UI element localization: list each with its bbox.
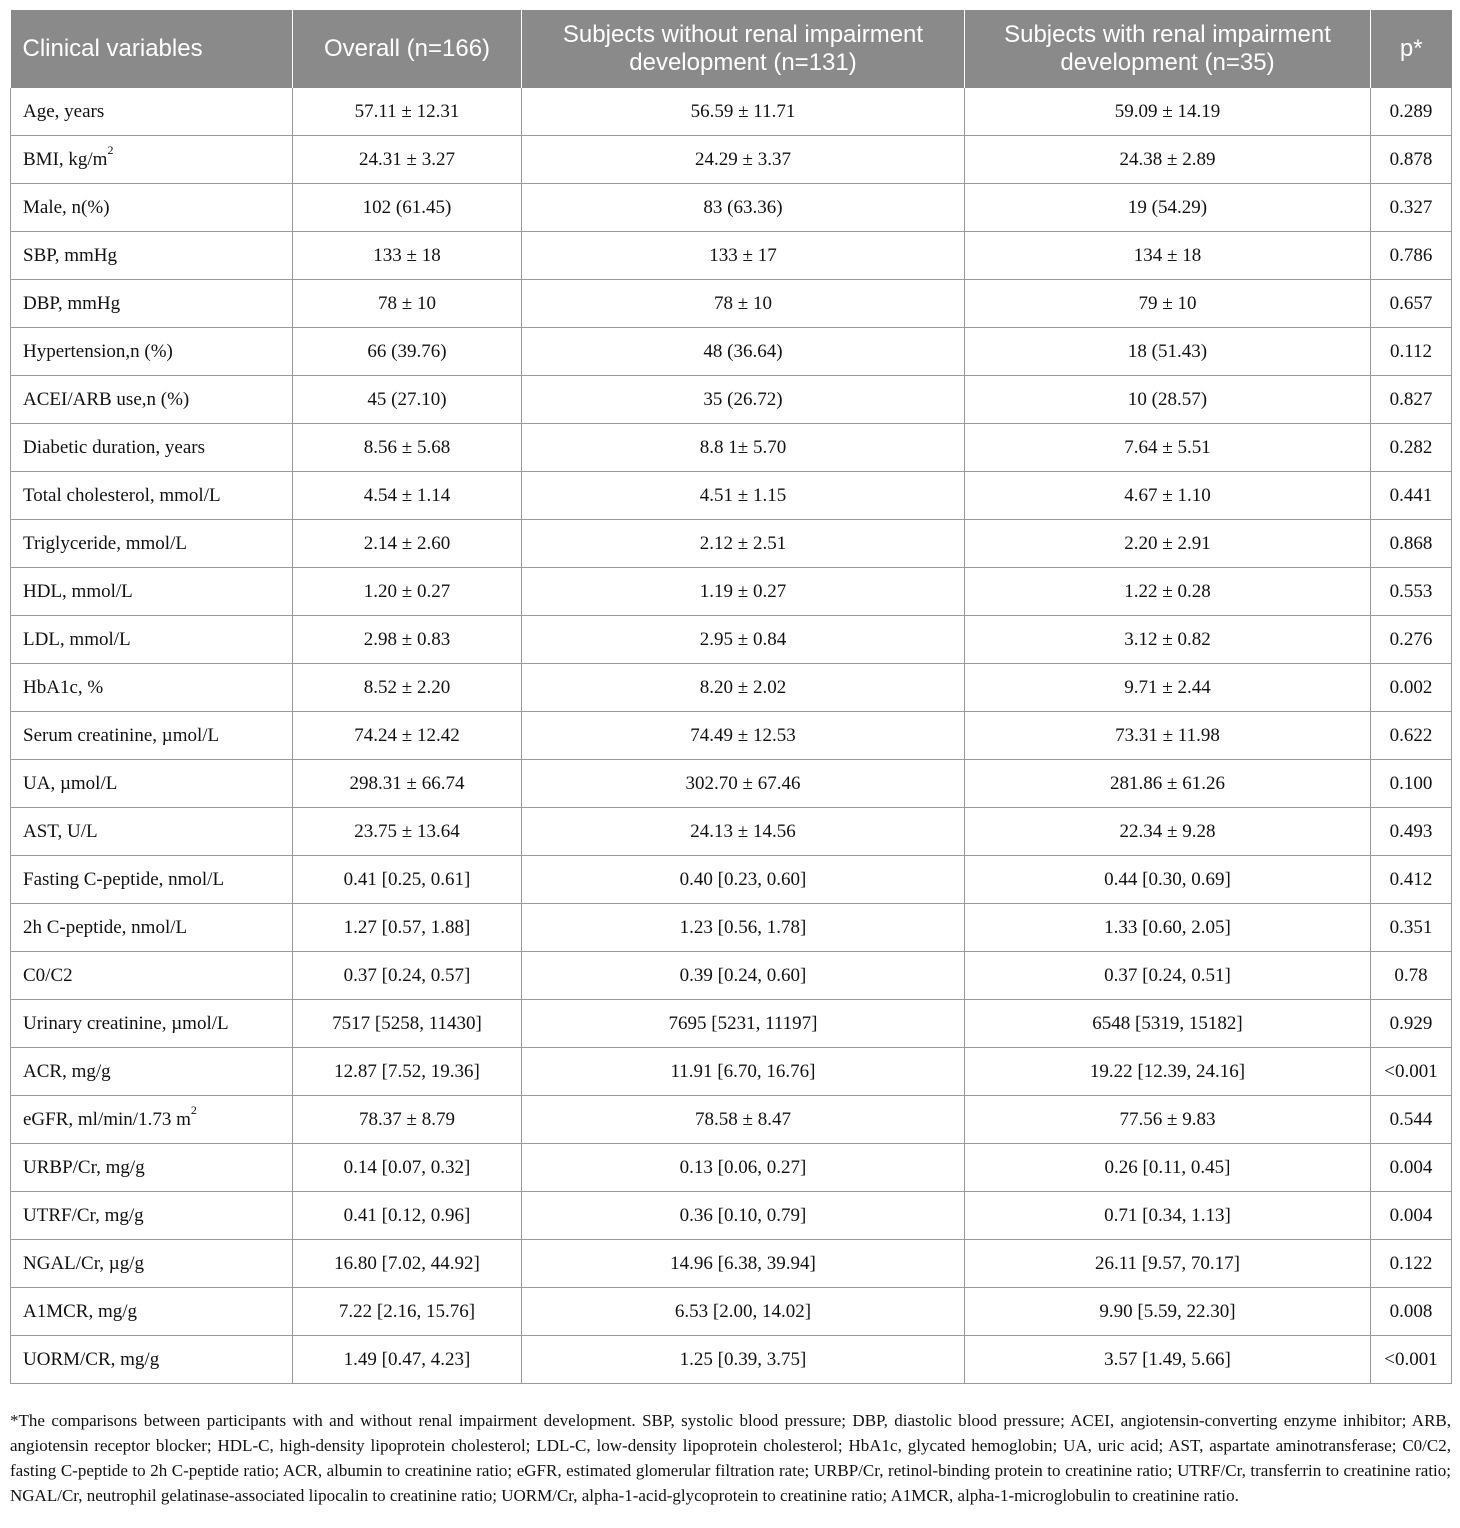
table-header (11, 10, 1452, 88)
cell-with-renal-impairment: 24.38 ± 2.89 (965, 136, 1371, 184)
cell-overall: 2.98 ± 0.83 (293, 616, 522, 664)
table-row (11, 1000, 1452, 1048)
header-overall: Overall (n=166) (293, 10, 522, 88)
cell-variable: 2h C-peptide, nmol/L (11, 904, 293, 952)
cell-with-renal-impairment: 1.22 ± 0.28 (965, 568, 1371, 616)
cell-without-renal-impairment: 1.23 [0.56, 1.78] (522, 904, 965, 952)
cell-without-renal-impairment: 14.96 [6.38, 39.94] (522, 1240, 965, 1288)
cell-without-renal-impairment: 78 ± 10 (522, 280, 965, 328)
cell-without-renal-impairment: 11.91 [6.70, 16.76] (522, 1048, 965, 1096)
cell-p-value: 0.004 (1371, 1192, 1452, 1240)
cell-p-value: 0.622 (1371, 712, 1452, 760)
table-row (11, 1096, 1452, 1144)
table-row (11, 952, 1452, 1000)
table-row (11, 1288, 1452, 1336)
cell-overall: 12.87 [7.52, 19.36] (293, 1048, 522, 1096)
table-row (11, 664, 1452, 712)
cell-variable (11, 136, 293, 184)
cell-overall: 1.27 [0.57, 1.88] (293, 904, 522, 952)
cell-with-renal-impairment: 19 (54.29) (965, 184, 1371, 232)
cell-with-renal-impairment: 134 ± 18 (965, 232, 1371, 280)
cell-without-renal-impairment: 0.40 [0.23, 0.60] (522, 856, 965, 904)
cell-p-value: 0.878 (1371, 136, 1452, 184)
cell-p-value: <0.001 (1371, 1336, 1452, 1384)
cell-overall: 16.80 [7.02, 44.92] (293, 1240, 522, 1288)
cell-without-renal-impairment: 2.12 ± 2.51 (522, 520, 965, 568)
table-footnote: *The comparisons between participants with and without renal impairment development. SBP, systolic blood pressure; DBP, diastolic blood pressure; ACEI, angiotensin-converting enzyme inhibitor; ARB, angiotensin receptor blocker; HDL-C, high-density lipoprotein cholesterol; LDL-C, low-density lipoprotein cholesterol; HbA1c, glycated hemoglobin; UA, uric acid; AST, aspartate aminotransferase; C0/C2, fasting C-peptide to 2h C-peptide ratio; ACR, albumin to creatinine ratio; eGFR, estimated glomerular filtration rate; URBP/Cr, retinol-binding protein to creatinine ratio; UTRF/Cr, transferrin to creatinine ratio; NGAL/Cr, neutrophil gelatinase-associated lipocalin to creatinine ratio; UORM/Cr, alpha-1-acid-glycoprotein to creatinine ratio; A1MCR, alpha-1-microglobulin to creatinine ratio. (10, 1411, 1451, 1505)
cell-with-renal-impairment: 9.71 ± 2.44 (965, 664, 1371, 712)
cell-variable: UTRF/Cr, mg/g (11, 1192, 293, 1240)
cell-p-value: 0.327 (1371, 184, 1452, 232)
cell-with-renal-impairment: 0.71 [0.34, 1.13] (965, 1192, 1371, 1240)
cell-p-value: 0.412 (1371, 856, 1452, 904)
table-row (11, 568, 1452, 616)
table-row (11, 280, 1452, 328)
cell-without-renal-impairment: 0.36 [0.10, 0.79] (522, 1192, 965, 1240)
cell-with-renal-impairment: 2.20 ± 2.91 (965, 520, 1371, 568)
table-row (11, 232, 1452, 280)
cell-overall: 4.54 ± 1.14 (293, 472, 522, 520)
cell-overall: 2.14 ± 2.60 (293, 520, 522, 568)
cell-p-value: 0.004 (1371, 1144, 1452, 1192)
table-row (11, 136, 1452, 184)
cell-with-renal-impairment: 281.86 ± 61.26 (965, 760, 1371, 808)
cell-without-renal-impairment: 24.29 ± 3.37 (522, 136, 965, 184)
cell-overall: 1.49 [0.47, 4.23] (293, 1336, 522, 1384)
cell-with-renal-impairment: 10 (28.57) (965, 376, 1371, 424)
table-body (11, 88, 1452, 1384)
cell-overall: 78 ± 10 (293, 280, 522, 328)
clinical-table-container (10, 10, 1451, 1384)
cell-overall: 74.24 ± 12.42 (293, 712, 522, 760)
cell-p-value: 0.100 (1371, 760, 1452, 808)
cell-overall: 102 (61.45) (293, 184, 522, 232)
cell-overall: 78.37 ± 8.79 (293, 1096, 522, 1144)
cell-variable: A1MCR, mg/g (11, 1288, 293, 1336)
table-row (11, 1192, 1452, 1240)
cell-variable: Serum creatinine, µmol/L (11, 712, 293, 760)
cell-without-renal-impairment: 56.59 ± 11.71 (522, 88, 965, 136)
cell-variable: HDL, mmol/L (11, 568, 293, 616)
cell-without-renal-impairment: 0.39 [0.24, 0.60] (522, 952, 965, 1000)
cell-variable: ACEI/ARB use,n (%) (11, 376, 293, 424)
cell-p-value: 0.441 (1371, 472, 1452, 520)
cell-without-renal-impairment: 0.13 [0.06, 0.27] (522, 1144, 965, 1192)
variable-label: eGFR, ml/min/1.73 m (23, 1108, 191, 1130)
cell-without-renal-impairment: 8.20 ± 2.02 (522, 664, 965, 712)
cell-without-renal-impairment: 302.70 ± 67.46 (522, 760, 965, 808)
cell-variable: NGAL/Cr, µg/g (11, 1240, 293, 1288)
cell-overall: 57.11 ± 12.31 (293, 88, 522, 136)
cell-without-renal-impairment: 48 (36.64) (522, 328, 965, 376)
header-p-value: p* (1371, 10, 1452, 88)
table-row (11, 328, 1452, 376)
cell-p-value: 0.002 (1371, 664, 1452, 712)
cell-p-value: 0.276 (1371, 616, 1452, 664)
cell-variable: Triglyceride, mmol/L (11, 520, 293, 568)
cell-without-renal-impairment: 8.8 1± 5.70 (522, 424, 965, 472)
table-row (11, 520, 1452, 568)
cell-with-renal-impairment: 59.09 ± 14.19 (965, 88, 1371, 136)
header-clinical-variables: Clinical variables (11, 10, 293, 88)
cell-with-renal-impairment: 18 (51.43) (965, 328, 1371, 376)
unit-superscript: 2 (190, 1103, 197, 1118)
cell-with-renal-impairment: 6548 [5319, 15182] (965, 1000, 1371, 1048)
table-row (11, 1336, 1452, 1384)
variable-label: BMI, kg/m (23, 148, 108, 170)
cell-without-renal-impairment: 7695 [5231, 11197] (522, 1000, 965, 1048)
cell-without-renal-impairment: 83 (63.36) (522, 184, 965, 232)
table-row (11, 1048, 1452, 1096)
cell-overall: 133 ± 18 (293, 232, 522, 280)
clinical-variables-table (10, 10, 1452, 1384)
cell-variable (11, 1096, 293, 1144)
cell-with-renal-impairment: 19.22 [12.39, 24.16] (965, 1048, 1371, 1096)
cell-with-renal-impairment: 77.56 ± 9.83 (965, 1096, 1371, 1144)
table-row (11, 856, 1452, 904)
cell-overall: 0.37 [0.24, 0.57] (293, 952, 522, 1000)
cell-overall: 24.31 ± 3.27 (293, 136, 522, 184)
header-with-renal-impairment: Subjects with renal impairment development (n=35) (965, 10, 1371, 88)
cell-variable: Diabetic duration, years (11, 424, 293, 472)
cell-without-renal-impairment: 1.19 ± 0.27 (522, 568, 965, 616)
cell-p-value: 0.122 (1371, 1240, 1452, 1288)
cell-without-renal-impairment: 35 (26.72) (522, 376, 965, 424)
cell-variable: AST, U/L (11, 808, 293, 856)
header-row (11, 10, 1452, 88)
table-row (11, 424, 1452, 472)
table-row (11, 808, 1452, 856)
header-without-renal-impairment: Subjects without renal impairment development (n=131) (522, 10, 965, 88)
cell-p-value: 0.868 (1371, 520, 1452, 568)
cell-with-renal-impairment: 73.31 ± 11.98 (965, 712, 1371, 760)
table-row (11, 1144, 1452, 1192)
cell-variable: LDL, mmol/L (11, 616, 293, 664)
cell-with-renal-impairment: 0.26 [0.11, 0.45] (965, 1144, 1371, 1192)
cell-without-renal-impairment: 2.95 ± 0.84 (522, 616, 965, 664)
cell-variable: C0/C2 (11, 952, 293, 1000)
table-row (11, 904, 1452, 952)
cell-p-value: 0.493 (1371, 808, 1452, 856)
cell-overall: 298.31 ± 66.74 (293, 760, 522, 808)
cell-overall: 7.22 [2.16, 15.76] (293, 1288, 522, 1336)
cell-overall: 7517 [5258, 11430] (293, 1000, 522, 1048)
table-row (11, 88, 1452, 136)
cell-p-value: 0.553 (1371, 568, 1452, 616)
table-row (11, 376, 1452, 424)
table-row (11, 712, 1452, 760)
table-row (11, 1240, 1452, 1288)
cell-with-renal-impairment: 1.33 [0.60, 2.05] (965, 904, 1371, 952)
cell-with-renal-impairment: 3.57 [1.49, 5.66] (965, 1336, 1371, 1384)
cell-without-renal-impairment: 6.53 [2.00, 14.02] (522, 1288, 965, 1336)
cell-p-value: 0.112 (1371, 328, 1452, 376)
cell-with-renal-impairment: 4.67 ± 1.10 (965, 472, 1371, 520)
cell-variable: Hypertension,n (%) (11, 328, 293, 376)
cell-with-renal-impairment: 22.34 ± 9.28 (965, 808, 1371, 856)
cell-overall: 45 (27.10) (293, 376, 522, 424)
cell-variable: URBP/Cr, mg/g (11, 1144, 293, 1192)
cell-variable: SBP, mmHg (11, 232, 293, 280)
cell-p-value: 0.78 (1371, 952, 1452, 1000)
cell-p-value: 0.786 (1371, 232, 1452, 280)
cell-with-renal-impairment: 9.90 [5.59, 22.30] (965, 1288, 1371, 1336)
cell-variable: ACR, mg/g (11, 1048, 293, 1096)
cell-with-renal-impairment: 26.11 [9.57, 70.17] (965, 1240, 1371, 1288)
cell-without-renal-impairment: 133 ± 17 (522, 232, 965, 280)
cell-overall: 1.20 ± 0.27 (293, 568, 522, 616)
cell-overall: 66 (39.76) (293, 328, 522, 376)
table-row (11, 616, 1452, 664)
cell-variable: Total cholesterol, mmol/L (11, 472, 293, 520)
cell-overall: 8.56 ± 5.68 (293, 424, 522, 472)
cell-p-value: 0.929 (1371, 1000, 1452, 1048)
table-row (11, 760, 1452, 808)
cell-overall: 23.75 ± 13.64 (293, 808, 522, 856)
cell-without-renal-impairment: 1.25 [0.39, 3.75] (522, 1336, 965, 1384)
cell-without-renal-impairment: 24.13 ± 14.56 (522, 808, 965, 856)
cell-variable: DBP, mmHg (11, 280, 293, 328)
table-row (11, 472, 1452, 520)
cell-without-renal-impairment: 4.51 ± 1.15 (522, 472, 965, 520)
cell-p-value: 0.289 (1371, 88, 1452, 136)
cell-p-value: 0.008 (1371, 1288, 1452, 1336)
cell-overall: 0.41 [0.12, 0.96] (293, 1192, 522, 1240)
cell-p-value: 0.657 (1371, 280, 1452, 328)
cell-p-value: 0.282 (1371, 424, 1452, 472)
cell-with-renal-impairment: 0.44 [0.30, 0.69] (965, 856, 1371, 904)
cell-without-renal-impairment: 78.58 ± 8.47 (522, 1096, 965, 1144)
cell-p-value: 0.827 (1371, 376, 1452, 424)
cell-variable: UA, µmol/L (11, 760, 293, 808)
cell-variable: UORM/CR, mg/g (11, 1336, 293, 1384)
cell-with-renal-impairment: 3.12 ± 0.82 (965, 616, 1371, 664)
cell-with-renal-impairment: 0.37 [0.24, 0.51] (965, 952, 1371, 1000)
unit-superscript: 2 (107, 143, 114, 158)
cell-variable: Age, years (11, 88, 293, 136)
cell-variable: HbA1c, % (11, 664, 293, 712)
cell-p-value: <0.001 (1371, 1048, 1452, 1096)
cell-variable: Urinary creatinine, µmol/L (11, 1000, 293, 1048)
cell-p-value: 0.351 (1371, 904, 1452, 952)
cell-overall: 0.41 [0.25, 0.61] (293, 856, 522, 904)
table-row (11, 184, 1452, 232)
cell-with-renal-impairment: 7.64 ± 5.51 (965, 424, 1371, 472)
cell-overall: 8.52 ± 2.20 (293, 664, 522, 712)
cell-without-renal-impairment: 74.49 ± 12.53 (522, 712, 965, 760)
cell-overall: 0.14 [0.07, 0.32] (293, 1144, 522, 1192)
cell-p-value: 0.544 (1371, 1096, 1452, 1144)
cell-variable: Male, n(%) (11, 184, 293, 232)
cell-variable: Fasting C-peptide, nmol/L (11, 856, 293, 904)
cell-with-renal-impairment: 79 ± 10 (965, 280, 1371, 328)
